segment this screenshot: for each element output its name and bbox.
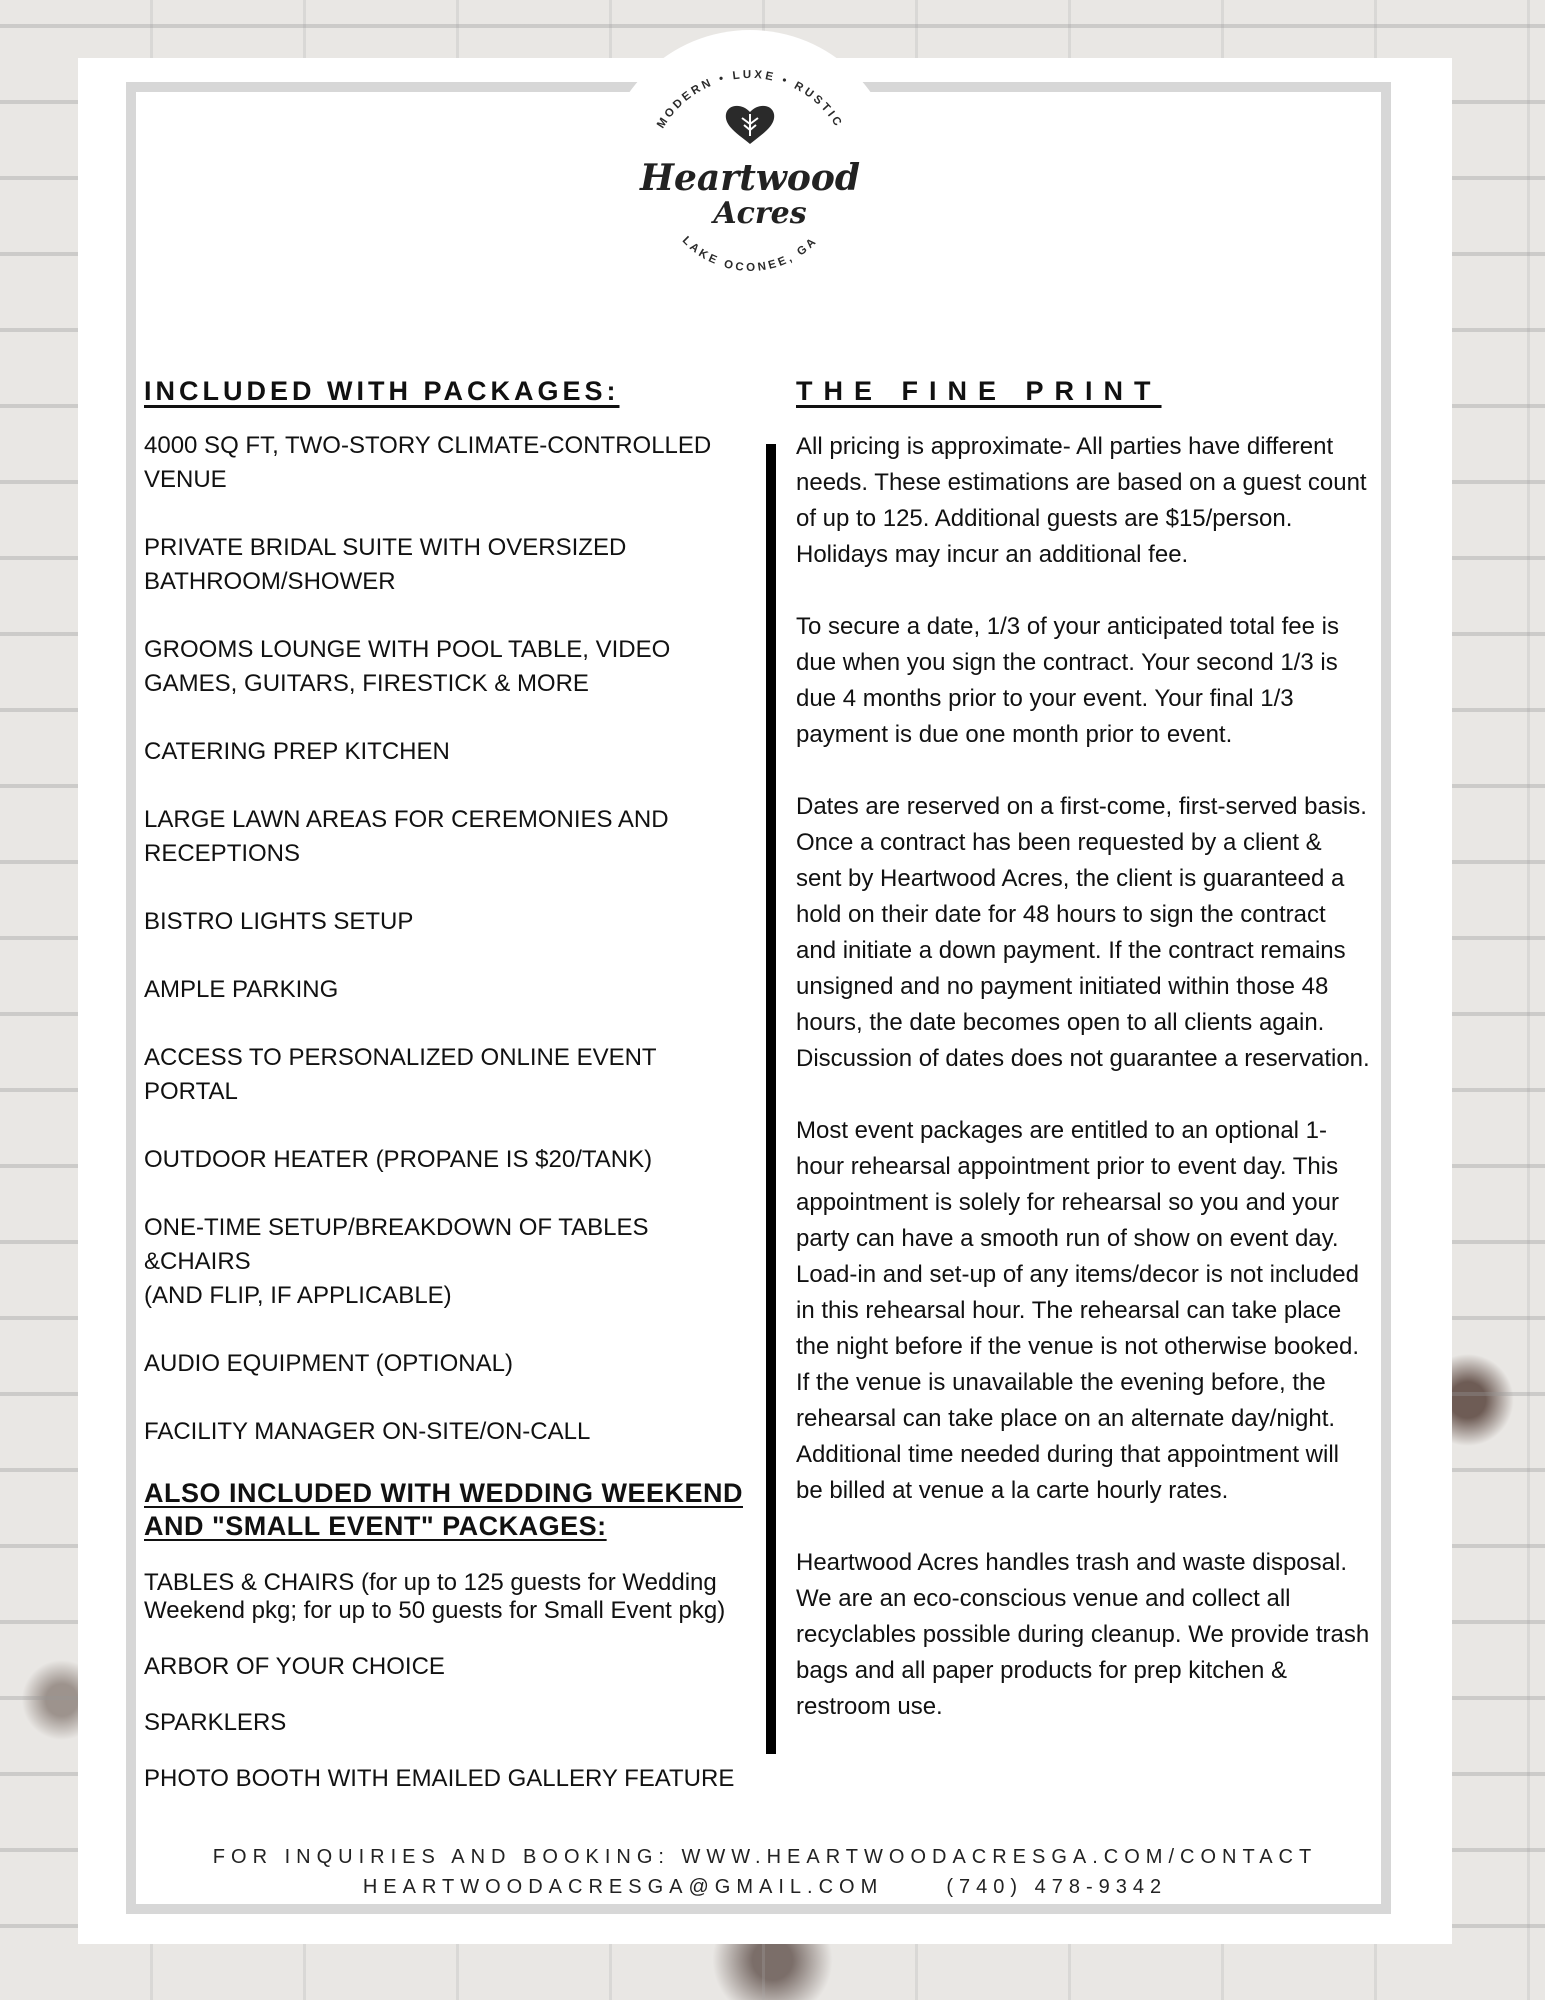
- heartwood-acres-logo: [620, 48, 880, 308]
- list-item: AUDIO EQUIPMENT (OPTIONAL): [144, 1350, 513, 1377]
- fine-print-paragraph: All pricing is approximate- All parties have different needs. These estimations are based on a guest count of up to 125. Additional guests are $15/person. Holidays may incur an additional fee.: [796, 433, 1367, 568]
- logo-name-line1: Heartwood: [639, 157, 861, 199]
- logo-tagline: MODERN • LUXE • RUSTIC: [655, 68, 845, 131]
- heart-leaf-icon: [726, 106, 774, 144]
- inquiries-line: FOR INQUIRIES AND BOOKING: WWW.HEARTWOODACRESGA.COM/CONTACT: [212, 1846, 1318, 1868]
- fine-print-column: [796, 376, 1371, 1761]
- list-item: FACILITY MANAGER ON-SITE/ON-CALL: [144, 1418, 591, 1445]
- flyer-sheet: [78, 58, 1452, 1944]
- logo-name-line2: Acres: [713, 196, 807, 231]
- list-item: GROOMS LOUNGE WITH POOL TABLE, VIDEO GAMES, GUITARS, FIRESTICK & MORE: [144, 636, 671, 697]
- list-item: AMPLE PARKING: [144, 976, 339, 1003]
- list-item: ARBOR OF YOUR CHOICE: [144, 1653, 445, 1680]
- list-item: SPARKLERS: [144, 1709, 287, 1736]
- included-column: [144, 376, 754, 1821]
- list-item: LARGE LAWN AREAS FOR CEREMONIES AND RECEPTIONS: [144, 806, 669, 867]
- fine-print-paragraph: Heartwood Acres handles trash and waste disposal. We are an eco-conscious venue and collect all recyclables possible during cleanup. We provide trash bags and all paper products for prep kitchen & restroom use.: [796, 1549, 1370, 1720]
- logo-location: LAKE OCONEE, GA: [679, 234, 821, 275]
- list-item: BISTRO LIGHTS SETUP: [144, 908, 414, 935]
- phone-number[interactable]: (740) 478-9342: [946, 1876, 1168, 1898]
- list-item: ONE-TIME SETUP/BREAKDOWN OF TABLES &CHAIRS (AND FLIP, IF APPLICABLE): [144, 1214, 649, 1309]
- list-item: PRIVATE BRIDAL SUITE WITH OVERSIZED BATHROOM/SHOWER: [144, 534, 627, 595]
- list-item: OUTDOOR HEATER (PROPANE IS $20/TANK): [144, 1146, 653, 1173]
- contact-line: [78, 1872, 1452, 1902]
- list-item: TABLES & CHAIRS (for up to 125 guests for Wedding Weekend pkg; for up to 50 guests for Small Event pkg): [144, 1569, 726, 1624]
- column-divider: [766, 444, 776, 1754]
- fine-print-paragraph: To secure a date, 1/3 of your anticipated total fee is due when you sign the contract. Your second 1/3 is due 4 months prior to your event. Your final 1/3 payment is due one month prior to event.: [796, 613, 1339, 748]
- fine-print-paragraph: Most event packages are entitled to an optional 1-hour rehearsal appointment prior to event day. This appointment is solely for rehearsal so you and your party can have a smooth run of show on event day. Load-in and set-up of any items/decor is not included in this rehearsal hour. The rehearsal can take place the night before if the venue is not otherwise booked. If the venue is unavailable the evening before, the rehearsal can take place on an alternate day/night. Additional time needed during that appointment will be billed at venue a la carte hourly rates.: [796, 1117, 1360, 1504]
- list-item: PHOTO BOOTH WITH EMAILED GALLERY FEATURE: [144, 1765, 735, 1792]
- list-item: 4000 SQ FT, TWO-STORY CLIMATE-CONTROLLED VENUE: [144, 432, 712, 493]
- fine-print-paragraph: Dates are reserved on a first-come, first-served basis. Once a contract has been requested by a client & sent by Heartwood Acres, the client is guaranteed a hold on their date for 48 hours to sign the contract and initiate a down payment. If the contract remains unsigned and no payment initiated within those 48 hours, the date becomes open to all clients again. Discussion of dates does not guarantee a reservation.: [796, 793, 1370, 1072]
- fine-print-heading: THE FINE PRINT: [796, 376, 1162, 406]
- included-heading: INCLUDED WITH PACKAGES:: [144, 376, 620, 406]
- also-included-heading: ALSO INCLUDED WITH WEDDING WEEKEND AND "SMALL EVENT" PACKAGES:: [144, 1478, 743, 1541]
- list-item: CATERING PREP KITCHEN: [144, 738, 450, 765]
- contact-footer: [78, 1842, 1452, 1902]
- list-item: ACCESS TO PERSONALIZED ONLINE EVENT PORTAL: [144, 1044, 657, 1105]
- email-link[interactable]: HEARTWOODACRESGA@GMAIL.COM: [362, 1876, 884, 1898]
